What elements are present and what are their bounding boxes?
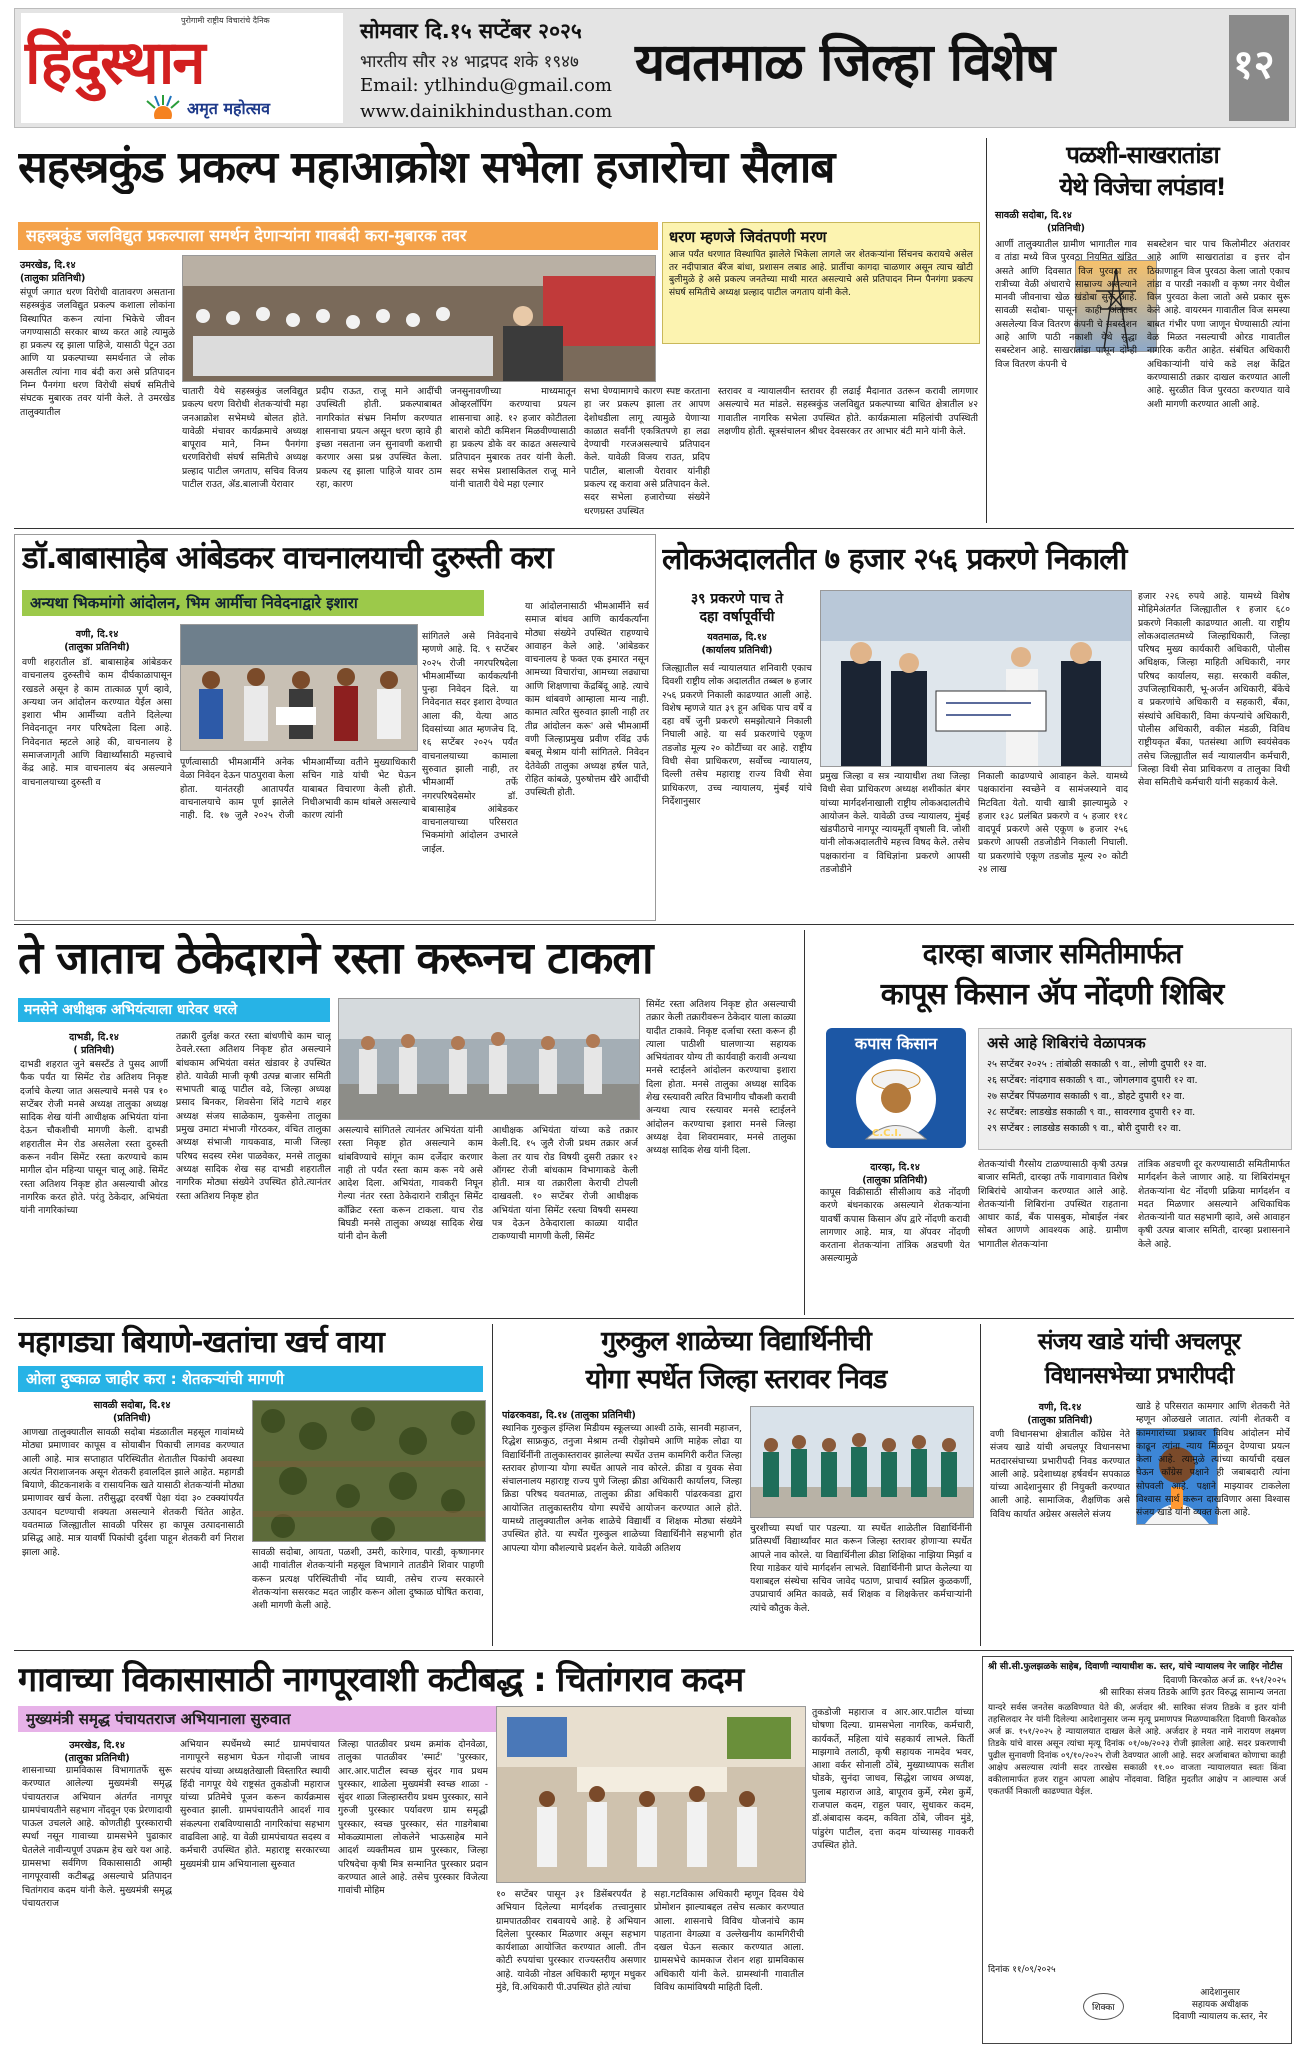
story2-subhead: अन्यथा भिकमांगो आंदोलन, भिम आर्मीचा निवेदनाद्वारे इशारा [30, 594, 358, 612]
notice-signature [1153, 1987, 1287, 2023]
crop-field-image [253, 1401, 485, 1541]
road-inspection-image [339, 999, 639, 1119]
palshi-place-date: सावळी सदोबा, दि.१४ [995, 210, 1072, 221]
cheque-handover-image [821, 591, 1131, 766]
schedule-item: २७ सप्टेंबर पिंपळगाव सकाळी ९ वा., डोहटे दुपारी १२ वा. [987, 1091, 1185, 1102]
palshi-col1: आर्णी तालुक्यातील ग्रामीण भागातील गाव व तांडा मध्ये विज पुरवठा नियमित खंडित असते आणि दिवसात विज पुरवठा तर रात्रीच्या वेळी अंधाराचे साम्राज्य असल्याने मानवी जीवनाचा खेळ खंडोबा सुरू आहे. सावळी सदोबा- पासून काही अंतरावर असलेल्या विज वितरण कंपनी चे सबस्टेशन आहे आणि पाठी नकाशी येथे सुद्धा सबस्टेशन आहे. साखरातांडा पासून दोन्ही विज वितरण कंपनी चे [995, 239, 1137, 370]
story9-dateline [22, 1738, 172, 1764]
paper-name: हिंदुस्थान [25, 28, 204, 98]
story9-col5: तुकडोजी महाराज व आर.आर.पाटील यांच्या घोषणा दिल्या. ग्रामसभेला नागरिक, कर्मचारी, कार्यकर्ते, महिला यांचे सहकार्य लाभले. किर्ती माझगावे तलाठी, कृषी सहायक नामदेव भवर, आशा वर्कर सोनाली ठोंबे, मुख्याध्यापक सतीश घोडके, सुनंदा जाधव, सिद्धेश जाधव अध्यक्ष, पुलाब महाराज आडे, बापूराव कुर्मे, रमेश कुर्मे, राजपाल कदम, राहुल पवार, सुधाकर कदम, डॉ.अंबादास कदम, कविता ठोंबे, जीवन मुंडे, पांडुरंग पाटील, दत्ता कदम यांच्यासह गावकरी उपस्थित होते. [812, 1707, 974, 1851]
story5-col1: शेतकऱ्यांची गैरसोय टाळण्यासाठी कृषी उत्पन्न बाजार समिती, दारव्हा तर्फे गावागावात विशेष शिबिरांचे आयोजन करण्यात आले आहे. शेतकऱ्यांनी शिबिरांना उपस्थित राहताना आधार कार्ड, बँक पासबुक, मोबाईल नंबर सोबत आणणे आवश्यक आहे. ग्रामीण भागातील शेतकऱ्यांना [978, 1159, 1128, 1250]
story7-col1: स्थानिक गुरुकुल इंग्लिश मिडीयम स्कूलच्या आश्वी ठाके, सानवी महाजन, रिद्धेश साफ्रकुठ, तनुजा मेश्राम तन्वी रोझोचमे आणि माहेक लोढा या विद्यार्थिनींनी तालुकास्तरावर झालेल्या स्पर्धेत उत्तम कामगिरी करीत जिल्हा स्तरावर होणाऱ्या योगा स्पर्धेत आपले नाव कोरले. क्रीडा व युवक सेवा संचालनालय महाराष्ट्र राज्य पुणे जिल्हा क्रीडा अधिकारी कार्यालय, जिल्हा क्रिडा परिषद यवतमाळ, तालुका क्रीडा अधिकारी पांढरकवडा द्वारा आयोजित तालुकास्तरीय योगा स्पर्धेचे आयोजन करण्यात आले होते. यामध्ये तालुक्यातील अनेक शाळेचे विद्यार्थी व शिक्षक मोठ्या संख्येने उपस्थित होते. या स्पर्धेत गुरुकुल शाळेच्या विद्यार्थिनीने सहभागी होत आपल्या योगा कौशल्याचे प्रदर्शन केले. यावेळी अतिशय [502, 1423, 742, 1554]
story3-col4: हजार २२६ रुपये आहे. यामध्ये विशेष मोहिमेअंतर्गत जिल्ह्यातील १ हजार ६८० प्रकरणे निकाली काढण्यात आली. या राष्ट्रीय लोकअदालतमध्ये जिल्हाधिकारी, जिल्हा परिषद मुख्य कार्यकारी अधिकारी, पोलीस अधिक्षक, जिल्हा माहिती अधिकारी, नगर परिषद कार्यालय, सहा. सरकारी वकील, उपजिल्हाधिकारी, भू-अर्जन अधिकारी, बँकेचे व प्रकरणांचे अधिकारी व सहकारी, बँका, संस्थांचे अधिकारी, विमा कंपन्यांचे अधिकारी, पोलीस अधिकारी, वकील मंडळी, विविध राष्ट्रीयकृत बँका, पतसंस्था आणि स्वयंसेवक तसेच जिल्ह्यातील सर्व न्यायालयीन कर्मचारी, जिल्हा विधी सेवा प्राधिकरण व तालुका विधी सेवा समितीचे कर्मचारी यांनी सहकार्य केले. [1138, 591, 1290, 789]
story1-rally-photo [182, 255, 656, 382]
website-url: www.dainikhindusthan.com [360, 101, 613, 122]
issue-date: सोमवार दि.१५ सप्टेंबर २०२५ [360, 19, 582, 43]
paper-logo [21, 13, 343, 123]
story1-byline: (तालुका प्रतिनिधी) [20, 273, 86, 284]
story9-place-date: उमरखेड, दि.१४ [69, 1740, 125, 1751]
schedule-list [979, 1057, 1291, 1137]
story8-headline-2: विधानसभेच्या प्रभारीपदी [1044, 1363, 1234, 1389]
story6-dateline [22, 1398, 242, 1424]
story6-text: आणखा तालुक्यातील सावळी सदोबा मंडळातील महसूल गावांमध्ये मोठ्या प्रमाणावर कापूस व सोयाबीन पिकाची लागवड करण्यात आली आहे. मात्र सप्ताहात परिस्थितीत शेतातील पिकांची अवस्था अत्यंत निराशाजनक असून शेतकरी हवालदिल झाले आहेत. महागडी बियाणे, कीटकनाशके व रासायनिक खते यासाठी शेतकऱ्यांनी मोठ्या प्रमाणावर खर्च केला. तरीसुद्धा दरवर्षी पेक्षा यंदा ३० टक्क्यांपर्यंत उत्पादन घटण्याची शक्यता असल्याने शेतकरी चिंतेत आहेत. यवतमाळ जिल्ह्यातील सावळी परिसर हा कापूस उत्पादनासाठी प्रसिद्ध आहे. मात्र यावर्षी पिकांची दुर्दशा पाहून शेतकरी वर्ग निराश झाला आहे. [22, 1427, 244, 1558]
cci-text: C.C.I. [872, 1128, 902, 1139]
story6-place-date: सावळी सदोबा, दि.१४ [93, 1400, 171, 1411]
story2-headline: डॉ.बाबासाहेब आंबेडकर वाचनालयाची दुरुस्ती करा [22, 540, 553, 576]
story4-col1: दाभडी शहरात जुने बसस्टँड ते पुसद आर्णी फैक पर्यंत या सिमेंट रोड अतिशय निकृष्ट दर्जाचे केल्या जात असल्याचे मनसे पत्र १० सप्टेंबर रोजी मनसे अध्यक्ष तालुका अध्यक्ष सादिक शेख यांनी आधीक्षक अभियंता यांना देऊन चौकशीची मागणी केली. दाभडी शहरातील मेन रोड असलेला रस्ता दुरुस्ती करून नवीन सिमेंट रस्ता करण्याचे काम मागील दोन महिन्या पासून चालू आहे. सिमेंट रस्ता अतिशय निकृष्ट होत असल्याची ओरड नागरिक करत होते. परंतु ठेकेदार, अभियंता यांनी नागरिकांच्या [20, 1059, 168, 1217]
dharan-box-text: आज पर्यंत धरणात विस्थापित झालेले भिकेला लागले जर शेतकऱ्यांना सिंचनच करायचे असेल तर नदीपात्रात बॅरेज बांधा, प्रशासन लबाड आहे. प्रातींचा कागदा चाळणार असून त्याच खोटी बुलीमुळे हे असे प्रकल्प जनतेच्या माथी मारत असल्याचे असे प्रतिपादन निम्न पैनगंगा प्रकल्प संघर्ष समितीचे अध्यक्ष प्रल्हाद पाटील जगताप यांनी केले. [669, 250, 973, 298]
story5-headline-2: कापूस किसान ॲप नोंदणी शिबिर [880, 977, 1224, 1012]
contact-email: Email: ytlhindu@gmail.com [360, 75, 612, 96]
palshi-dateline [995, 208, 1137, 234]
story3-col2: प्रमुख जिल्हा व सत्र न्यायाधीश तथा जिल्हा विधी सेवा प्राधिकरण अध्यक्ष शशीकांत बंगर यांच्या मार्गदर्शनाखाली राष्ट्रीय लोकअदालतीचे आयोजन केले. यावेळी उच्च न्यायालय, मुंबई खंडपीठाचे नागपूर न्यायमूर्ती वृषाली वि. जोशी यांनी लोकअदालतीचे महत्त्व विषद केले. तसेच पक्षकारांना व विधिज्ञांना प्रकरणे आपसी तडजोडीने [820, 771, 970, 876]
story9-col1: शासनाच्या ग्रामविकास विभागातर्फे सुरू करण्यात आलेल्या मुख्यमंत्री समृद्ध पंचायतराज अभियान अंतर्गत नागपूर ग्रामपंचायतीने सहभाग नोंदवून एक प्रेरणादायी पाऊल उचलले आहे. कोणतीही पुरस्काराची स्पर्धा नसून गावाच्या ग्रामसभेने पुढाकार घेतलेले नावीन्यपूर्ण उपक्रम हेच खरे यश आहे. ग्रामसभा सर्वगिण विकासासाठी आम्ही नागपूरवासी कटीबद्ध असल्याचे प्रतिपादन चितांगराव कदम यांनी केले. मुख्यमंत्री समृद्ध पंचायतराज [22, 1765, 172, 1909]
story6-caption: सावळी सदोबा, आयता, पळशी, उमरी, कारेगाव, पारडी, कृष्णानगर आदी गावांतील शेतकऱ्यांनी महसूल विभागाने तातडीने शिवार पाहणी करून प्रत्यक्ष परिस्थितीची नोंद घ्यावी, तसेच राज्य सरकारने शेतकऱ्यांना ससरकट मदत जाहीर करून ओला दुष्काळ घोषित करावा, अशी मागणी केली आहे. [252, 1547, 484, 1612]
story6-subhead: ओला दुष्काळ जाहीर करा : शेतकऱ्यांची मागणी [26, 1370, 284, 1388]
story1-col6: स्तरावर व न्यायालयीन स्तरावर ही लढाई मैदानात उतरून करावी लागणार असल्याचे मत मांडले. सहस्त्रकुंड जलविद्युत प्रकल्पाच्या बाधित क्षेत्रातील ४२ गावातील नागरिक सभेला उपस्थित होते. कार्यक्रमाला महिलांची उपस्थिती लक्षणीय होती. सूत्रसंचालन श्रीधर देवसरकर तर आभार बंटी माने यांनी केले. [718, 386, 978, 437]
story4-dateline [20, 1030, 168, 1056]
story1-col4: जनसुनावणीच्या माध्यमातून ओव्हरलॉपिंग करण्याचा प्रयत्न शासनाचा आहे. १२ हजार कोटीतला बाराशे कोटी कमिशन मिळवीण्यासाठी हा प्रकल्प डोके वर काढत असल्याचे प्रतिपादन मुबारक तवर यांनी केली. सदर सभेस प्रशासकितल राजू माने यांनी चातारी येथे महा एल्गार [450, 386, 576, 491]
sunburst-icon [143, 93, 183, 119]
column-rule [804, 930, 805, 1315]
story8-col1: वणी विधानसभा क्षेत्रातील काँग्रेस नेते संजय खाडे यांची अचलपूर विधानसभा मतदारसंघाच्या प्रभारीपदी निवड करण्यात आली आहे. प्रदेशाध्यक्ष हर्षवर्धन सपकाळ यांच्या आदेशानुसार ही नियुक्ती करण्यात आली आहे. सामाजिक, शैक्षणिक असे विविध कार्यात अग्रेसर असलेले संजय [990, 1429, 1130, 1520]
story3-place-date: यवतमाळ, दि.१४ [707, 632, 767, 643]
page-number: १२ [1233, 42, 1275, 88]
story2-byline: (तालुका प्रतिनिधी) [64, 642, 130, 653]
palshi-headline-1: पळशी-साखरातांडा [1066, 141, 1219, 169]
story3-col3: निकाली काढण्याचे आवाहन केले. यामध्ये पक्षकारांना स्वच्छेने व सामंजस्याने वाद मिटविता येतो. याची खात्री झाल्यामुळे २ हजार १३८ प्रलंबित प्रकरणे व ५ हजार ११८ वादपूर्व प्रकरणे असे एकूण ७ हजार २५६ प्रकरणे आपसी तडजोडीने निकाली निघाली. या प्रकरणांचे एकूण तडजोड मूल्य २० कोटी २४ लाख [978, 771, 1128, 876]
masthead [14, 8, 1296, 128]
amrit-mahotsav-logo [143, 93, 333, 119]
story6-photo [252, 1400, 486, 1542]
story4-photo [338, 998, 640, 1120]
court-notice [982, 1656, 1292, 2044]
schedule-item: २८ सप्टेंबर: लाडखेड सकाळी ९ वा., सावरगाव दुपारी १२ वा. [987, 1107, 1196, 1118]
story8-place-date: वणी, दि.१४ [1038, 1402, 1082, 1413]
dharan-box-title: धरण म्हणजे जिवंतपणी मरण [669, 228, 827, 246]
story6-byline: (प्रतिनिधी) [112, 1413, 151, 1424]
story5-place-date: दारव्हा, दि.१४ [870, 1162, 920, 1173]
story3-subhead-1: ३९ प्रकरणे पाच ते [690, 591, 784, 607]
dharan-box [662, 222, 980, 344]
palshi-col2: सबस्टेशन चार पाच किलोमीटर अंतरावर आहे आणि साखरातांडा व इत्तर दोन ठिकाणाहून विज पुरवठा केला जातो एकाच तांडा व पारडी नकाशी व कृष्ण नगर येथील विज पुरवठा केला जातो असे प्रकार सुरू केले आहे. वायरमन गावातील विज समस्या बाबत गंभीर पणा जाणून घेण्यासाठी त्यांना वेळ मिळत नसल्याची ओरड गावातील नागरिक करीत आहेत. संबंधित अधिकारी अधिकाऱ्यांनी यांचे कडे लक्ष केंद्रित करण्यासाठी तक्रार दाखल करण्यात आली आहे. सुरळीत विज पुरवठा करण्यात यावे अशी मागणी करण्यात आली आहे. [1147, 239, 1290, 410]
schedule-item: २५ सप्टेंबर २०२५ : तांबोळी सकाळी ९ वा., लोणी दुपारी १२ वा. [987, 1059, 1207, 1070]
row-rule [14, 1318, 1294, 1319]
notice-body: यान्दरे सर्वस जनतेस कळविण्यात येते की, अर्जदार श्री. सारिका संजय तिडके व इतर यांनी तहसिलदार नेर यांनी दिलेल्या आदेशानुसार जन्म मृत्यू प्रमाणपत्र मिळण्याकरिता दिवाणी किरकोळ अर्ज क्र. १५१/२०२५ हे न्यायालयात दाखल केले आहे. अर्जदार हे मयत नामे नारायण लक्ष्मण तिडके यांचे वारस असून त्यांचा मृत्यू दिनांक ०१/०७/२०२३ रोजी झालेला आहे. सदर प्रकरणाची पुढील सुनावणी दिनांक ०९/१०/२०२५ रोजी ठेवण्यात आली आहे. सदर अर्जाबाबत कोणाचा काही आक्षेप असल्यास त्यांनी सदर तारखेस सकाळी ११.०० वाजता न्यायालयात स्वतः किंवा वकीलामार्फत हजर राहून आपला आक्षेप नोंदवावा. विहित मुदतीत आक्षेप न आल्यास अर्ज एकतर्फी निकाली काढण्यात येईल. [988, 1703, 1286, 1797]
palshi-byline: (प्रतिनिधी) [1046, 223, 1085, 234]
story4-col3: असल्याचे सांगितले त्यानंतर अभियंता यांनी रस्ता निकृष्ट होत असल्याने काम थांबविण्याचे सांगून काम दर्जेदार करणार नाही तो पर्यंत रस्ता काम करू नये असे आदेश दिला. अभियंता, गावकरी निघून गेल्या नंतर रस्ता ठेकेदाराने रात्रीतून सिमेंट काँक्रिट रस्ता करून टाकला. याच रोड बिघडी मनसे तालुका अध्यक्ष सादिक शेख यांनी दोन केली [338, 1125, 483, 1243]
schedule-item: २६ सप्टेंबर: नांदगाव सकाळी ९ वा., जोगलगाव दुपारी १२ वा. [987, 1075, 1198, 1086]
story7-col2: चुरशीच्या स्पर्धा पार पडल्या. या स्पर्धेत शाळेतील विद्यार्थिनींनी प्रतिस्पर्धी विद्यार्थ्यांवर मात करून जिल्हा स्तरावर होणाऱ्या स्पर्धेत आपले नाव कोरले. या विद्यार्थिनीला क्रीडा शिक्षिका नाझिया मिर्झा व रिया गाडेकर यांचे मार्गदर्शन लाभले. विद्यार्थिनीनी प्राप्त केलेल्या या यशाबद्दल संस्थेचा सचिव जावेद पठाण, प्राचार्य स्वप्निल कुळकर्णी, उपप्राचार्य अमित कावळे, सर्व शिक्षक व शिक्षकेत्तर कर्मचाऱ्यांनी त्यांचे कौतुक केले. [750, 1523, 972, 1614]
students-group-image [751, 1407, 973, 1517]
story8-dateline [990, 1400, 1130, 1426]
story2-photo [180, 624, 418, 751]
story4-col2: तक्रारी दुर्लक्ष करत रस्ता बांधणीचे काम चालू ठेवले.रस्ता अतिशय निकृष्ट होत असल्याने बांधकाम अभियंता वसंत खंडावर हे उपस्थित होते. यावेळी माजी कृषी उत्पन्न बाजार समिती सभापती बाळू पाटील वढे, जिल्हा अध्यक्ष प्रसाद बिनकर, शिवसेना शिंदे गटाचे शहर अध्यक्ष संजय साळेकाम, युकसेना तालुका प्रमुख उमाटा मंभाजी गोरठकर, वंचित तालुका अध्यक्ष संभाजी गायकवाड, माजी जिल्हा परिषद सदस्य रमेश पाळवेकर, मनसे तालुका अध्यक्ष सादिक शेख सह दाभडी शहरातील नागरिक मोठ्या संख्येने उपस्थित होते.त्यानंतर रस्ता अतिशय निकृष्ट होत [176, 1031, 331, 1202]
story3-dateline [662, 590, 812, 656]
column-rule [986, 138, 987, 523]
story9-headline: गावाच्या विकासासाठी नागपूरवाशी कटीबद्ध : चितांगराव कदम [18, 1660, 744, 1700]
story7-photo [750, 1406, 974, 1518]
story4-byline: ( प्रतिनिधी) [73, 1045, 115, 1056]
story9-col3: जिल्हा पातळीवर प्रथम क्रमांक दोनवेळा, तालुका पातळीवर 'स्मार्ट' 'पुरस्कार, आर.आर.पाटील स्वच्छ सुंदर गाव प्रथम पुरस्कार, शाळेला मुख्यमंत्री स्वच्छ शाळा - सुंदर शाळा जिल्हास्तरीय प्रथम पुरस्कार, साने गुरुजी पुरस्कार पर्यावरण ग्राम समृद्धी पुरस्कार, स्वच्छ पुरस्कार, संत गाडगेबाबा मोकळ्यामाला लोकलेने भाऊसाहेब माने आदर्श व्यक्तीमत्व ग्राम पुरस्कार, जिल्हा परिषदेचा कृषी मित्र सन्मानित पुरस्कार प्रदान करण्यात आले आहे. तसेच पुरस्कार विजेत्या गावांची मोहिम [338, 1739, 488, 1897]
row-rule [14, 528, 1294, 529]
edition-title: यवतमाळ जिल्हा विशेष [635, 33, 1055, 93]
story1-col5: सभा घेण्यामागचे कारण स्पष्ट करताना हा जर प्रकल्प झाला तर आपण देशोधडीला लागू त्यामुळे येणाऱ्या काळात सर्वांनी एकत्रितपणे हा लढा देण्याची गरजअसल्याचे प्रतिपादन केले. यावेळी विजय राउत, प्रदिप पाटील, बालाजी येरावार यांनीही प्रकल्प रद्द करावा असे प्रतिपादन केले. सदर सभेला हजारोच्या संख्येने धरणग्रस्त उपस्थित [584, 386, 710, 517]
story2-col3: सांगितले असे निवेदनाचे म्हणणे आहे. दि. ९ सप्टेंबर २०२५ रोजी नगरपरिषदेला भीमआर्मीच्या कार्यकर्त्यांनी पुन्हा निवेदन दिले. या निवेदनात सदर इशारा देण्यात आला की, येत्या आठ दिवसांच्या आत म्हणजेच दि. १६ सप्टेंबर २०२५ पर्यंत वाचनालयाच्या कामाला सुरुवात झाली नाही, तर भीमआर्मी तर्फे नगरपरिषदेसमोर डॉ. बाबासाहेब आंबेडकर वाचनालयाच्या परिसरात भिकमांगो आंदोलन उभारले जाईल. [422, 631, 518, 855]
story5-dateline [820, 1160, 970, 1186]
story9-caption: १० सप्टेंबर पासून ३१ डिसेंबरपर्यंत हे अभियान दिलेल्या मार्गदर्शक तत्त्वानुसार ग्रामपातळीवर राबवायचे आहे. हे अभियान दिलेला पुरस्कार मिळणार असून सहभाग कार्यशाळा आयोजित करण्यात आली. तीन कोटी रुपयांचा पुरस्कार राज्यस्तरीय असणार आहे. यावेळी नोडल अधिकारी म्हणून मधुकर मुंडे, वि.अधिकारी पी.उपस्थित होते त्यांचा [496, 1889, 646, 1994]
story9-subhead: मुख्यमंत्री समृद्ध पंचायतराज अभियानाला सुरुवात [26, 1710, 291, 1728]
gramsabha-meeting-image [497, 1707, 805, 1882]
column-rule [980, 1324, 981, 1646]
notice-sign-3: दिवाणी न्यायालय क.स्तर, नेर [1172, 2012, 1268, 2022]
notice-sign-2: सहायक अधीक्षक [1191, 2000, 1249, 2010]
notice-header: श्री सी.सी.फुलझळके साहेब, दिवाणी न्यायाधीश क. स्तर, यांचे न्यायालय नेर जाहिर नोटीस [988, 1662, 1283, 1672]
row-rule [14, 924, 1294, 925]
story7-dateline: पांढरकवडा, दि.१४ (तालुका प्रतिनिधी) [502, 1410, 636, 1421]
story2-col1: वणी शहरातील डॉ. बाबासाहेब आंबेडकर वाचनालय दुरुस्तीचे काम दीर्घकाळापासून रखडले असून हे काम तात्काळ पूर्ण व्हावे, अन्यथा जन आंदोलन करण्यात येईल असा इशारा भीम आर्मीच्या वतीने दिलेल्या निवेदनातून नगर परिषदेला दिला आहे. निवेदनात म्हटले आहे की, वाचनालय हे समाजजागृती आणि विद्यार्थ्यांसाठी महत्त्वाचे केंद्र आहे. मात्र वाचनालय बंद असल्याने वाचनालयाच्या दुरुस्ती व [22, 657, 172, 788]
notice-sign-1: आदेशानुसार [1200, 1988, 1240, 1998]
schedule-item: २९ सप्टेंबर : लाडखेड सकाळी ९ वा., बोरी दुपारी १२ वा. [987, 1123, 1182, 1134]
palshi-headline-2: येथे विजेचा लपंडाव! [1059, 173, 1226, 201]
story2-col4: या आंदोलनासाठी भीमआर्मीने सर्व समाज बांधव आणि कार्यकर्त्यांना मोठ्या संख्येने उपस्थित राहण्याचे आवाहन केले आहे. 'आंबेडकर वाचनालय हे फक्त एक इमारत नसून आमच्या विचारांचा, आमच्या लढ्याचा आणि शिक्षणाचा केंद्रबिंदू आहे. त्याचे काम थांबवणे आम्हाला मान्य नाही. कामात त्वरित सुरुवात झाली नाही तर तीव्र आंदोलन करू' असे भीमआर्मी वणी जिल्हाप्रमुख प्रवीण रविंद्र उर्फ बबलू मेश्राम यांनी सांगितले. निवेदन देतेवेळी तालुका अध्यक्ष हर्षल पाते, रोहित कांबळे, पुरुषोत्तम खैरे आदींची उपस्थिती होती. [525, 601, 649, 799]
story7-headline-1: गुरुकुल शाळेच्या विद्यार्थिनीची [601, 1326, 871, 1357]
story6-headline: महागड्या बियाणे-खतांचा खर्च वाया [18, 1325, 384, 1360]
story2-col2: पूर्णत्वासाठी भीमआर्मीने अनेक वेळा निवेदन देऊन पाठपुरावा केला होता. यानंतरही आतापर्यंत वाचनालयाचे काम पूर्ण झालेले नाही. दि. १७ जुलै २०२५ रोजी भीमआर्मीच्या वतीने मुख्याधिकारी सचिन गाडे यांची भेट घेऊन याबाबत विचारणा केली होती. निधीअभावी काम थांबले असल्याचे कारण त्यांनी [180, 757, 416, 822]
story4-col4: आधीक्षक अभियंता यांच्या कडे तक्रार केली.दि. १५ जुलै रोजी प्रथम तक्रार अर्ज केला तर याच रोड विषयी दुसरी तक्रार १२ ऑगस्ट रोजी बांधकाम विभागाकडे केली होती. मात्र या तक्रारीला केराची टोपली दाखवली. १० सप्टेंबर रोजी आधीक्षक अभियंता यांना सिमेंट रस्त्या विषयी समस्या पत्र देऊन ठेकेदाराला काळ्या यादीत टाकण्याची मागणी केली, सिमेंट [492, 1125, 638, 1243]
kapas-kisan-logo-text: कपास किसान [854, 1034, 938, 1053]
story9-photo [496, 1706, 806, 1883]
story1-col1: संपूर्ण जगात धरण विरोधी वातावरण असताना सहस्त्रकुंड जलविद्युत प्रकल्प कशाला लोकांना विस्थापित करून त्यांना भिकेचे जीवन जगण्यासाठी सरकार बाध्य करत आहे त्यामुळे हा प्रकल्प रद्द झाला पाहिजे, यासाठी पेटून उठा आणि या प्रकल्पाच्या समर्थनात जे लोक असतील त्यांना गाव बंदी करा असे प्रतिपादन निम्न पैनगंगा धरण विरोधी संघर्ष समितीचे संघटक मुबारक तवर यांनी केले. ते उमरखेड तालुक्यातील [20, 287, 175, 418]
story1-place-date: उमरखेड, दि.१४ [20, 260, 76, 271]
schedule-title: असे आहे शिबिरांचे वेळापत्रक [987, 1034, 1146, 1052]
story1-col2: चातारी येथे सहस्त्रकुंड जलविद्युत प्रकल्प धरण विरोधी शेतकऱ्यांची महा जनआक्रोश सभेमध्ये बोलत होते. यावेळी मंचावर कार्यक्रमाचे अध्यक्ष बापूराव माने, निम्न पैनगंगा धरणविरोधी संघर्ष समितीचे अध्यक्ष प्रल्हाद पाटील जगताप, सचिव विजय पाटील राउत, ॲड.बालाजी येरावार [182, 386, 308, 491]
story4-subhead: मनसेने अधीक्षक अभियंत्याला धारेवर धरले [24, 1002, 238, 1018]
story2-dateline [22, 627, 172, 653]
story3-photo [820, 590, 1132, 767]
story2-place-date: वणी, दि.१४ [75, 629, 119, 640]
column-rule [492, 1324, 493, 1646]
story8-col2: खाडे हे परिसरात कामगार आणि शेतकरी नेते म्हणून ओळखले जातात. त्यांनी शेतकरी व कामगारांच्या प्रश्नावर विविध आंदोलन मोर्चे काढून त्यांना न्याय मिळवून देण्याचा प्रयत्न केला आहे. त्यामुळे त्यांच्या कार्याची दखल घेऊन काँग्रेस पक्षाने ही जबाबदारी त्यांना सोपवली आहे. पक्षाने माझ्यावर टाकलेला विश्वास सार्थ करून दाखविणार असा विश्वास संजय खाडे यांनी व्यक्त केला आहे. [1136, 1401, 1290, 1519]
story9-col5b: सहा.गटविकास अधिकारी म्हणून दिवस येथे प्रोमोशन झाल्याबद्दल तसेच सत्कार करण्यात आला. शासनाचे विविध योजनांचे काम पाहताना वेगळ्या व उल्लेखनीय कामगिरीची दखल घेऊन सत्कार करण्यात आला. ग्रामसभेचे कामकाज रोशन शहा ग्रामविकास अधिकारी यांनी केले. ग्रामस्थांनी गावातील विविध कामांविषयी माहिती दिली. [654, 1889, 804, 1994]
story4-col5: सिमेंट रस्ता अतिशय निकृष्ट होत असल्याची तक्रार केली तक्रारीवरून ठेकेदार याला काळ्या यादीत टाकावे. निकृष्ट दर्जाचा रस्ता करून ही त्याला पाठीशी घालणाऱ्या सहायक अभियंतावर योग्य ती कार्यवाही करावी अन्यथा मनसे स्टाईलने आंदोलन करण्याचा इशारा दिला होता. मनसे तालुका अध्यक्ष सादिक शेख रस्त्यावरी त्वरित विभागीय चौकशी करावी अन्यथा त्याच रस्त्यावर मनसे स्टाईलने आंदोलन करण्याचा इशारा मनसे जिल्हा अध्यक्ष देवा शिवरामवार, मनसे तालुका अध्यक्ष सादिक शेख यांनी दिला. [646, 999, 796, 1157]
rally-crowd-image [183, 256, 655, 381]
saka-date: भारतीय सौर २४ भाद्रपद शके १९४७ [360, 52, 579, 72]
story8-headline-1: संजय खाडे यांची अचलपूर [1037, 1329, 1241, 1355]
amrit-text: अमृत महोत्सव [187, 99, 270, 118]
story1-body-lower [182, 385, 978, 520]
story1-col3: प्रदीप राऊत, राजू माने आदींची उपस्थिती होती. प्रकल्पाबाबत नागरिकांत संभ्रम निर्माण करण्यात शासनाचा प्रयत्न असून धरण व्हावे ही इच्छा नसताना जन सुनावणी कशाची करणार असा प्रश्न उपस्थित केला. प्रकल्प रद्द झाला पाहिजे यावर ठाम रहा, कारण [316, 386, 442, 491]
story5-intro: कापूस विक्रीसाठी सीसीआय कडे नोंदणी करणे बंधनकारक असल्याने शेतकऱ्यांना यावर्षी कपास किसान ॲप द्वारे नोंदणी करावी लागणार आहे. मात्र, या ॲपवर नोंदणी करताना शेतकऱ्यांना तांत्रिक अडचणी येत असल्यामुळे [820, 1187, 970, 1265]
notice-stamp: शिक्का [1083, 1993, 1124, 2020]
kapas-kisan-logo [826, 1028, 966, 1148]
row-rule [14, 1650, 1294, 1651]
story5-byline: (तालुका प्रतिनिधी) [862, 1175, 928, 1186]
memorandum-group-image [181, 625, 417, 750]
story5-headline-1: दारव्हा बाजार समितीमार्फत [922, 937, 1182, 970]
story3-subhead-2: दहा वर्षापूर्वीची [699, 609, 775, 625]
story3-byline: (कार्यालय प्रतिनिधी) [701, 645, 773, 656]
story3-col1: जिल्ह्यातील सर्व न्यायालयात शनिवारी एकाच दिवशी राष्ट्रीय लोक अदालतीत तब्बल ७ हजार २५६ प्रकरणे निकाली काढण्यात आली आहे. विशेष म्हणजे यात ३९ हून अधिक पाच वर्षे व दहा वर्षे जुनी प्रकरणे समझोत्याने निकाली निघाली आहे. या सर्व प्रकरणांचे एकूण तडजोड मूल्य २० कोटींच्या वर आहे. राष्ट्रीय विधी सेवा प्राधिकरण, सर्वोच्च न्यायालय, दिल्ली तसेच महाराष्ट्र राज्य विधी सेवा प्राधिकरण, उच्च न्यायालय, मुंबई यांचे निर्देशानुसार [662, 663, 812, 807]
story4-place-date: दाभडी, दि.१४ [69, 1032, 119, 1043]
paper-tagline: पुरोगामी राष्ट्रीय विचारांचे दैनिक [181, 16, 270, 25]
notice-case: दिवाणी किरकोळ अर्ज क्र. १५१/२०२५ [1163, 1676, 1286, 1686]
story1-subhead: सहस्त्रकुंड जलविद्युत प्रकल्पाला समर्थन देणाऱ्यांना गावबंदी करा-मुबारक तवर [26, 226, 467, 245]
story9-byline: (तालुका प्रतिनिधी) [64, 1753, 130, 1764]
schedule-box [978, 1028, 1292, 1150]
notice-date: दिनांक ११/०९/२०२५ [988, 1965, 1056, 1975]
story8-byline: (तालुका प्रतिनिधी) [1027, 1415, 1093, 1426]
story4-headline: ते जाताच ठेकेदाराने रस्ता करूनच टाकला [18, 933, 653, 984]
notice-parties: श्री सारिका संजय तिडके आणि इतर विरुद्ध सामान्य जनता [1099, 1688, 1286, 1698]
story9-col2: अभियान स्पर्धेमध्ये स्मार्ट ग्रामपंचायत नागापूरने सहभाग घेऊन गोदाजी जाधव सरपंच यांच्या अध्यक्षतेखाली विस्तारित स्थायी हिंदी नागपूर येथे राष्ट्रसंत तुकडोजी महाराज यांच्या प्रतिमेचे पूजन करून कार्यक्रमास सुरुवात झाली. ग्रामपंचायतीने आदर्श गाव संकल्पना राबविण्यासाठी नागरिकांचा सहभाग वाढविला आहे. या वेळी ग्रामपंचायत सदस्य व कर्मचारी उपस्थित होते. महाराष्ट्र सरकारच्या मुख्यमंत्री ग्राम अभियानाला सुरुवात [180, 1739, 330, 1870]
story5-col2: तांत्रिक अडचणी दूर करण्यासाठी समितीमार्फत मार्गदर्शन केले जाणार आहे. या शिबिरांमधून शेतकऱ्यांना थेट नोंदणी प्रक्रिया मार्गदर्शन व मदत मिळणार असल्याने अधिकाधिक शेतकऱ्यांनी यात सहभागी व्हावे, असे आवाहन कृषी उत्पन्न बाजार समिती, दारव्हा प्रशासनाने केले आहे. [1138, 1159, 1290, 1250]
story1-dateline [20, 258, 175, 284]
story7-headline-2: योगा स्पर्धेत जिल्हा स्तरावर निवड [585, 1364, 887, 1395]
story3-headline: लोकअदालतीत ७ हजार २५६ प्रकरणे निकाली [662, 542, 1127, 577]
story1-headline: सहस्त्रकुंड प्रकल्प महाआक्रोश सभेला हजारोचा सैलाब [18, 142, 835, 193]
